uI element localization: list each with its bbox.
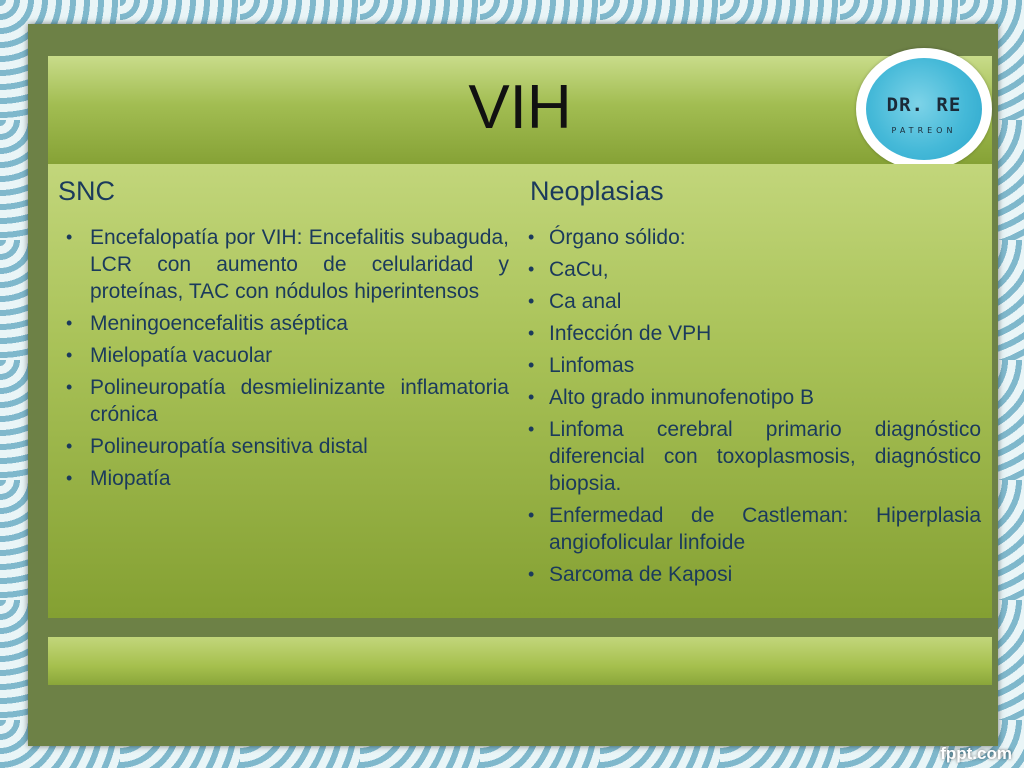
left-bullet-list — [58, 224, 509, 497]
list-item: • Miopatía — [58, 465, 509, 492]
logo-circle — [866, 58, 982, 160]
right-column-heading: Neoplasias — [530, 176, 664, 206]
watermark: fppt.com — [940, 744, 1012, 763]
list-item: • Ca anal — [522, 288, 981, 315]
logo-badge — [856, 48, 992, 170]
list-item: • Polineuropatía desmielinizante inflamatoria crónica — [58, 374, 509, 428]
list-item: • Meningoencefalitis aséptica — [58, 310, 509, 337]
footer-band — [48, 637, 992, 685]
list-item: • Mielopatía vacuolar — [58, 342, 509, 369]
list-item: • Enfermedad de Castleman: Hiperplasia angiofolicular linfoide — [522, 502, 981, 556]
list-item: • Linfomas — [522, 352, 981, 379]
slide-title: VIH — [468, 73, 572, 142]
list-item: • Linfoma cerebral primario diagnóstico diferencial con toxoplasmosis, diagnóstico biopsia. — [522, 416, 981, 497]
logo-text: DR. RE — [886, 94, 962, 116]
list-item: • Infección de VPH — [522, 320, 981, 347]
list-item: • Alto grado inmunofenotipo B — [522, 384, 981, 411]
list-item: • Encefalopatía por VIH: Encefalitis subaguda, LCR con aumento de celularidad y proteínas, TAC con nódulos hiperintensos — [58, 224, 509, 305]
right-bullet-list — [522, 224, 981, 593]
left-column-heading: SNC — [58, 176, 116, 206]
list-item: • CaCu, — [522, 256, 981, 283]
list-item: • Polineuropatía sensitiva distal — [58, 433, 509, 460]
list-item: • Sarcoma de Kaposi — [522, 561, 981, 588]
logo-subtext: PATREON — [891, 126, 957, 135]
list-item: • Órgano sólido: — [522, 224, 981, 251]
